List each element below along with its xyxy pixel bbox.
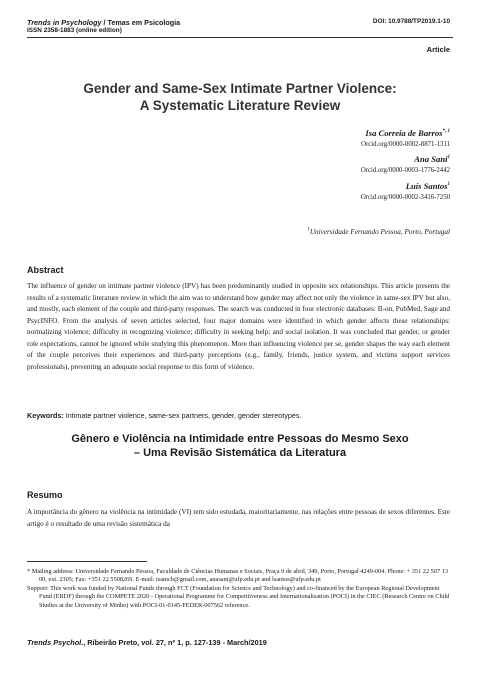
author-1-orcid[interactable]: Orcid.org/0000-0002-8871-1311 <box>361 141 450 148</box>
author-1: Isa Correia de Barros$^{*, 1}$ <box>365 128 450 138</box>
author-2-orcid[interactable]: Orcid.org/0000-0003-1776-2442 <box>360 167 450 174</box>
title-line-2: A Systematic Literature Review <box>139 98 341 113</box>
portuguese-title <box>20 432 460 460</box>
journal-subtitle: / Temas em Psicologia <box>101 18 181 27</box>
affiliation: $^1$Universidade Fernando Pessoa, Porto, Portugal <box>307 227 450 236</box>
footnote-mailing-address: * Mailing address: Universidade Fernando Pessoa, Faculdade de Ciências Humanas e Sociais, Praça 9 de abril, 349, Porto, Portugal 4249-004. Phone: + 351 22 507 13 00, ext. 2305; Fax: +351 22 5508269. E-mail: isamcb@gmail.com, anasani@ufp.edu.pt and lsantos@ufp.edu.pt <box>27 568 448 584</box>
footnotes <box>27 568 450 610</box>
abstract-heading: Abstract <box>27 265 64 275</box>
journal-name <box>27 18 180 27</box>
article-title <box>20 80 460 114</box>
resumo-text: A importância do gênero na violência na intimidade (VI) tem sido estudada, maioritariamente, nas relações entre pessoas de sexos diferentes. Este artigo é o resultado de uma revisão sistemática da <box>27 508 450 528</box>
abstract-text: The influence of gender on intimate partner violence (IPV) has been predominantly studied in opposite sex relationships. This article presents the results of a systematic literature review in which the aim was to understand how gender may affect not only the violence in same-sex IPV but also, and mostly, each element of the couple and third-party responses. The search was conducted in four electronic databases: B-on, PubMed, Sage and PsycINFO. From the analysis of seven articles selected, four major domains were identified in which gender affects these relationships: normalizing violence; difficulty in recognizing violence; difficulty in seeking help; and social isolation. It was concluded that gender, or gender role expectations, cannot be ignored while studying this phenomenon. More than influencing violence per se, gender shapes the way each element of the couple perceives their experiences and third-party perceptions (e.g., family, friends, justice system, and victims support services professionals), preventing an adequate social response to this form of violence. <box>27 282 450 371</box>
header-divider <box>27 37 453 38</box>
author-3: Luís Santos$^1$ <box>405 181 450 191</box>
article-type: Article <box>426 45 450 54</box>
resumo-heading: Resumo <box>27 490 63 500</box>
author-3-orcid[interactable]: Orcid.org/0000-0002-3416-7250 <box>360 194 450 201</box>
title-line-1: Gender and Same-Sex Intimate Partner Violence: <box>83 81 397 96</box>
footnote-support: Support: This work was funded by National Funds through FCT (Foundation for Science and Technology) and co-financed by the European Regional Development Fund (ERDF) through the COMPETE 2020 - Operational Programme for Competitiveness and Internationalisation (POCI) in the CIEC (Research Centre on Child Studies at the University of Minho) with POCI-01-0145-FEDER-007562 reference. <box>27 584 450 609</box>
page-footer: Trends Psychol., Ribeirão Preto, vol. 27, nº 1, p. 127-139 - March/2019 <box>27 638 267 647</box>
keywords: Keywords: Intimate partner violence, same-sex partners, gender, gender stereotypes. <box>27 411 302 420</box>
footnote-divider <box>27 561 147 562</box>
pt-title-line-2: – Uma Revisão Sistemática da Literatura <box>133 447 347 459</box>
issn: ISSN 2358-1883 (online edition) <box>27 27 122 34</box>
journal-title: Trends in Psychology <box>27 18 102 27</box>
author-2: Ana Sani$^1$ <box>414 154 450 164</box>
pt-title-line-1: Gênero e Violência na Intimidade entre Pessoas do Mesmo Sexo <box>71 433 409 445</box>
doi: DOI: 10.9788/TP2019.1-10 <box>372 18 450 25</box>
